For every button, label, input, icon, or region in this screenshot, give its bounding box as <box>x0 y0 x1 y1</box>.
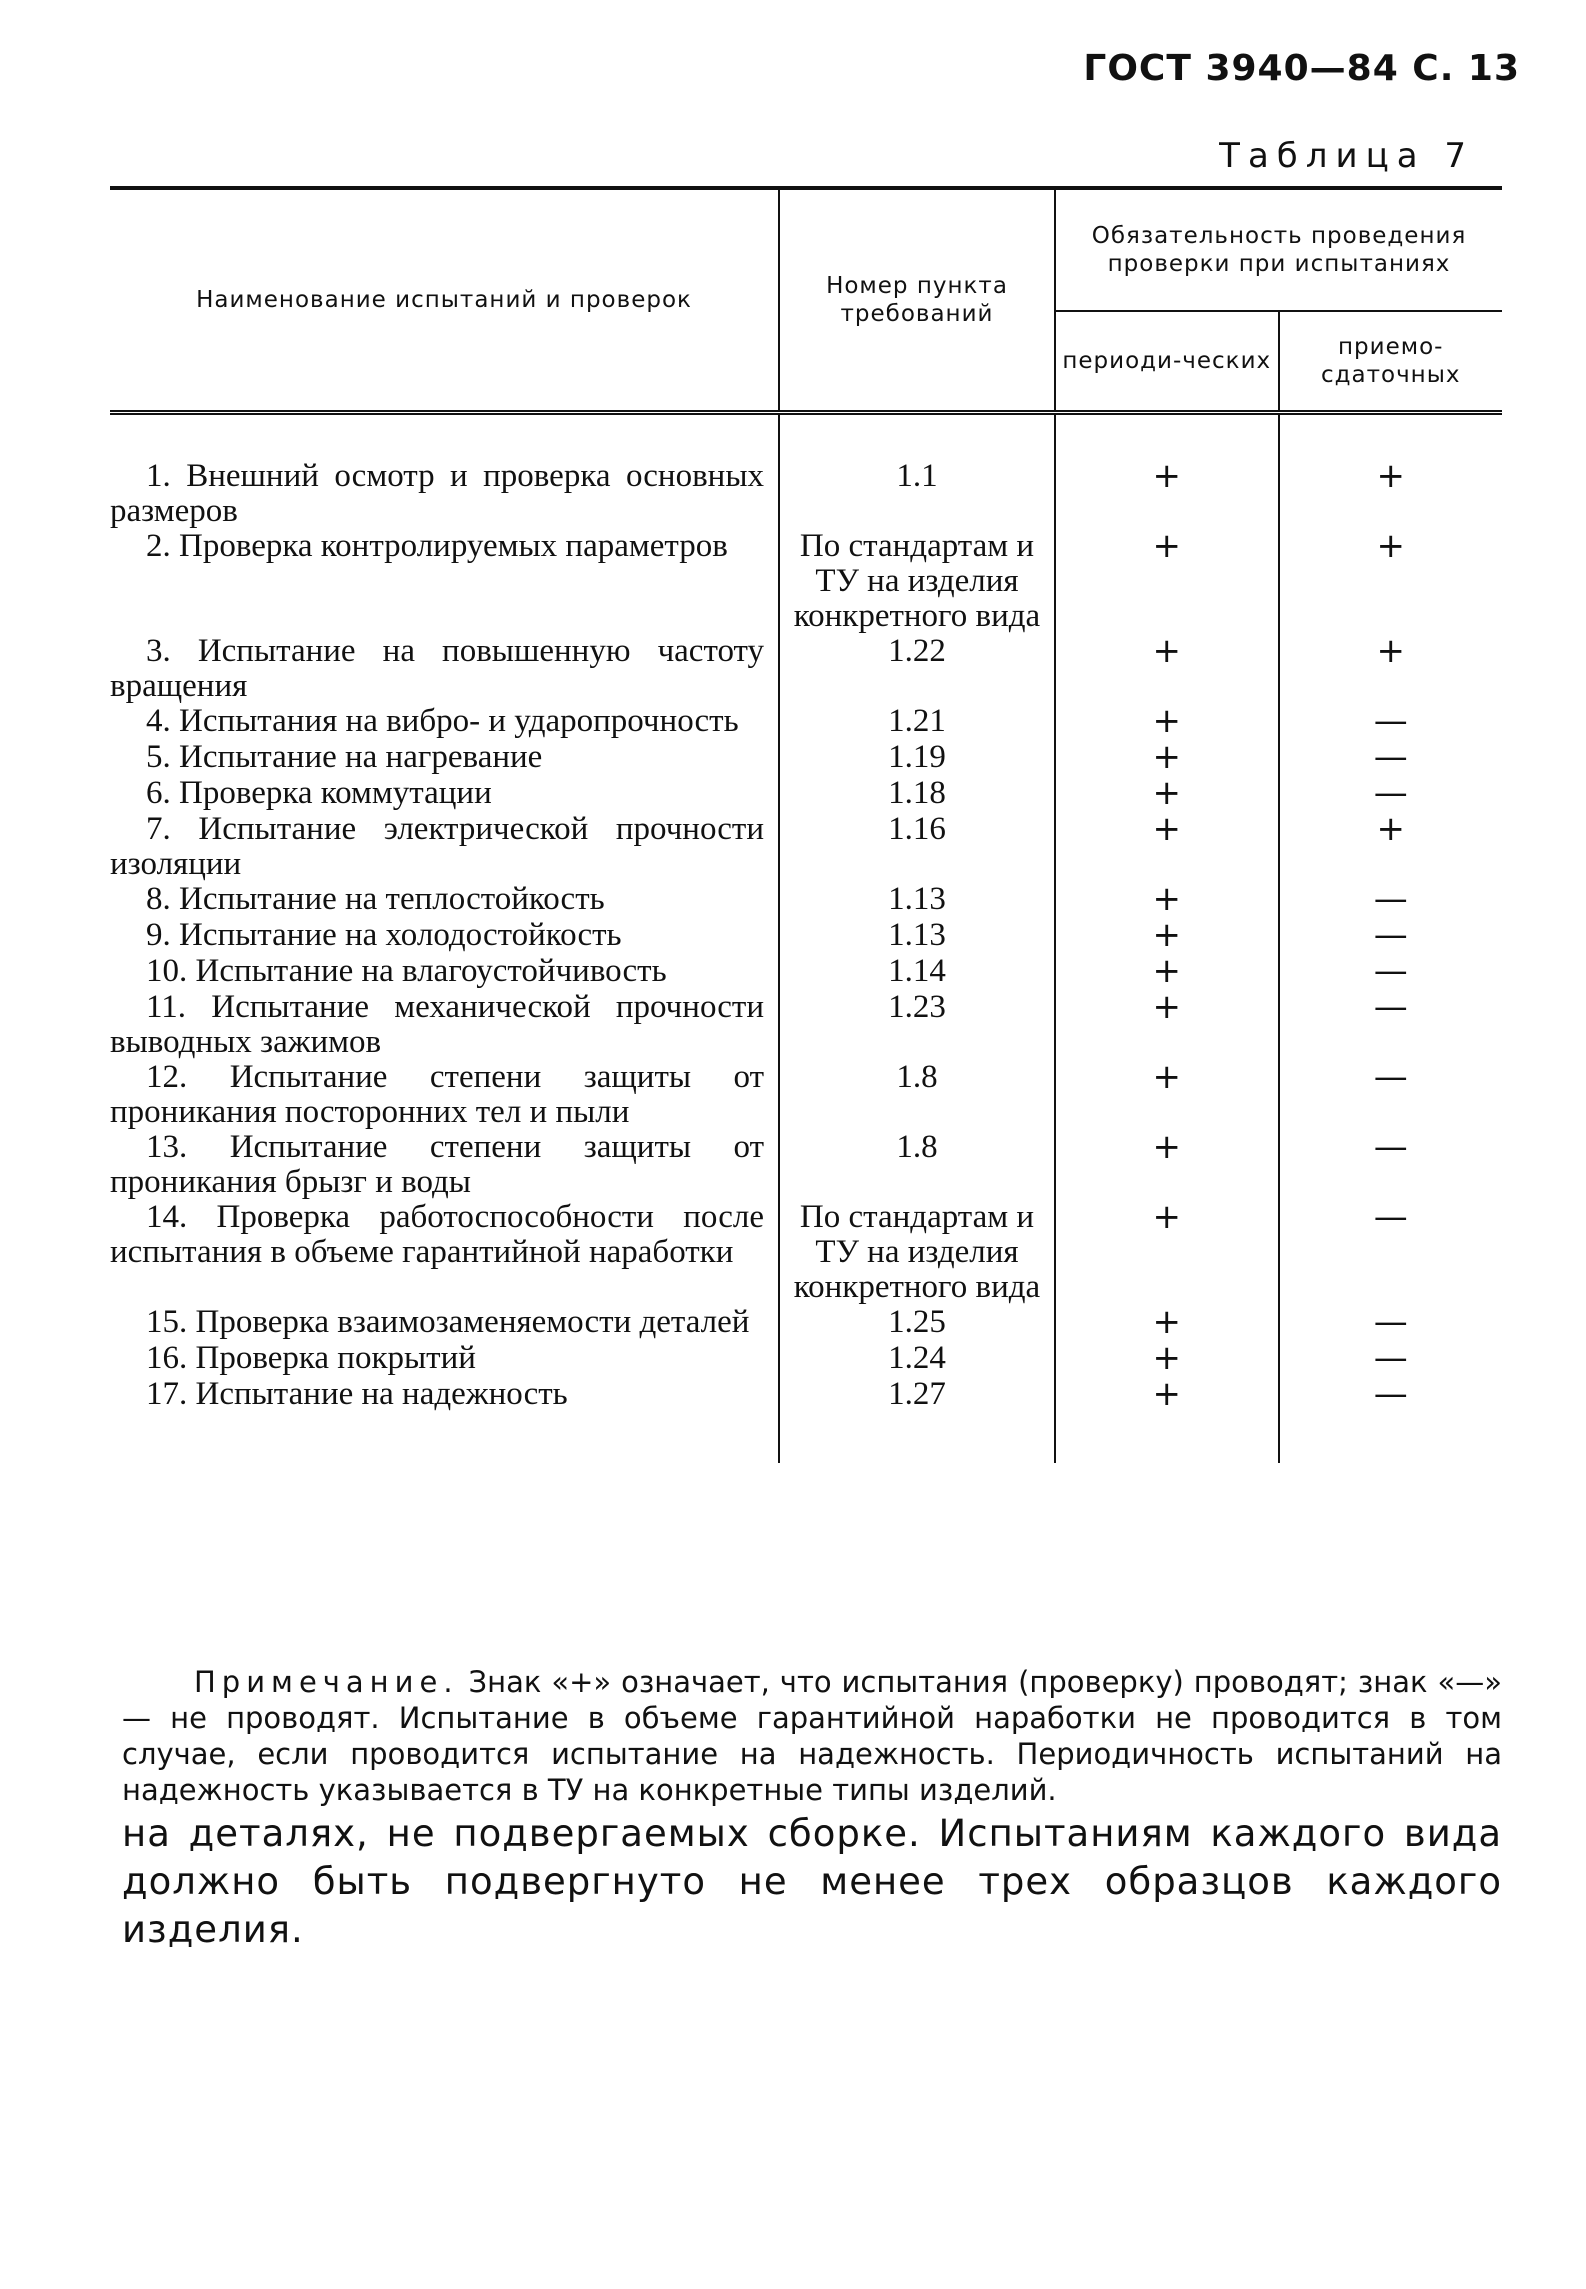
clause-cell <box>779 776 1055 812</box>
periodic-cell-text: + <box>1152 809 1181 849</box>
periodic-cell-text: + <box>1152 1057 1181 1097</box>
acceptance-cell-text: — <box>1373 1197 1408 1237</box>
periodic-cell <box>1055 773 1279 813</box>
acceptance-cell <box>1279 631 1503 704</box>
table-row <box>110 1200 1502 1305</box>
periodic-cell-text: + <box>1152 773 1181 813</box>
periodic-cell <box>1055 915 1279 955</box>
periodic-cell-text: + <box>1152 1302 1181 1342</box>
acceptance-cell <box>1279 737 1503 777</box>
table-row <box>110 776 1502 812</box>
test-name-cell-text: 9. Испытание на холодостойкость <box>146 917 622 953</box>
acceptance-cell-text: + <box>1376 456 1405 496</box>
clause-cell <box>779 1060 1055 1130</box>
test-name-cell <box>110 740 779 776</box>
periodic-cell-text: + <box>1152 987 1181 1027</box>
test-name-cell-text: 15. Проверка взаимозаменяемости деталей <box>146 1304 750 1340</box>
acceptance-cell <box>1279 879 1503 919</box>
periodic-cell <box>1055 1338 1279 1378</box>
acceptance-cell <box>1279 1197 1503 1305</box>
table-row <box>110 1060 1502 1130</box>
table-row <box>110 704 1502 740</box>
clause-cell-text: 1.22 <box>888 633 946 669</box>
table-row <box>110 882 1502 918</box>
acceptance-cell-text: — <box>1373 1302 1408 1342</box>
periodic-cell <box>1055 526 1279 634</box>
periodic-cell <box>1055 809 1279 882</box>
table-row <box>110 812 1502 882</box>
periodic-cell-text: + <box>1152 701 1181 741</box>
periodic-cell <box>1055 879 1279 919</box>
acceptance-cell <box>1279 951 1503 991</box>
test-name-cell <box>110 990 779 1060</box>
clause-cell <box>779 882 1055 918</box>
periodic-cell-text: + <box>1152 879 1181 919</box>
acceptance-cell-text: — <box>1373 701 1408 741</box>
table-row <box>110 1341 1502 1377</box>
periodic-cell-text: + <box>1152 631 1181 671</box>
page-header: ГОСТ 3940—84 С. 13 <box>1083 48 1520 89</box>
acceptance-cell-text: + <box>1376 526 1405 566</box>
acceptance-cell <box>1279 526 1503 634</box>
acceptance-cell <box>1279 1127 1503 1200</box>
acceptance-cell <box>1279 1338 1503 1378</box>
acceptance-cell-text: — <box>1373 987 1408 1027</box>
test-name-cell <box>110 1200 779 1305</box>
test-name-cell-text: 14. Проверка работоспособности после испытания в объеме гарантийной наработки <box>110 1199 764 1270</box>
test-name-cell <box>110 1060 779 1130</box>
test-name-cell-text: 1. Внешний осмотр и проверка основных размеров <box>110 458 764 529</box>
periodic-cell <box>1055 1127 1279 1200</box>
test-name-cell <box>110 1305 779 1341</box>
table-row <box>110 954 1502 990</box>
periodic-cell <box>1055 1057 1279 1130</box>
clause-cell-text: 1.19 <box>888 739 946 775</box>
clause-cell <box>779 529 1055 634</box>
periodic-cell-text: + <box>1152 526 1181 566</box>
periodic-cell-text: + <box>1152 951 1181 991</box>
acceptance-cell-text: + <box>1376 809 1405 849</box>
acceptance-cell <box>1279 915 1503 955</box>
acceptance-cell <box>1279 701 1503 741</box>
test-name-cell-text: 17. Испытание на надежность <box>146 1376 568 1412</box>
table-row <box>110 529 1502 634</box>
clause-cell-text: 1.13 <box>888 881 946 917</box>
periodic-cell-text: + <box>1152 456 1181 496</box>
note-text: Знак «+» означает, что испытания (проверку) проводят; знак «—» — не проводят. Испытание в объеме гарантийной наработки не проводится в том случае, если проводится испытание на надежность. Периодичность испытаний на надежность указывается в ТУ на конкретные типы изделий. <box>122 1665 1502 1807</box>
clause-cell <box>779 634 1055 704</box>
test-name-cell-text: 13. Испытание степени защиты от проникания брызг и воды <box>110 1129 764 1200</box>
acceptance-cell-text: — <box>1373 1374 1408 1414</box>
periodic-cell <box>1055 413 1279 530</box>
clause-cell <box>779 704 1055 740</box>
table-row <box>110 740 1502 776</box>
clause-cell <box>779 1341 1055 1377</box>
clause-cell-text: 1.8 <box>896 1129 938 1165</box>
acceptance-cell-text: — <box>1373 737 1408 777</box>
test-name-cell <box>110 812 779 882</box>
periodic-cell <box>1055 737 1279 777</box>
test-name-cell <box>110 704 779 740</box>
test-name-cell-text: 11. Испытание механической прочности выводных зажимов <box>110 989 764 1060</box>
clause-cell <box>779 990 1055 1060</box>
clause-cell-text: 1.25 <box>888 1304 946 1340</box>
table-row <box>110 1377 1502 1463</box>
table-row <box>110 1305 1502 1341</box>
clause-cell-text: По стандартам и ТУ на изделия конкретного вида <box>793 528 1041 634</box>
periodic-cell <box>1055 1302 1279 1342</box>
test-name-cell <box>110 954 779 990</box>
table-body <box>110 413 1502 1464</box>
periodic-cell-text: + <box>1152 915 1181 955</box>
test-name-cell-text: 4. Испытания на вибро- и ударопрочность <box>146 703 739 739</box>
col-group-header: Обязательность проведения проверки при испытаниях <box>1055 188 1502 311</box>
test-name-cell-text: 16. Проверка покрытий <box>146 1340 476 1376</box>
acceptance-cell <box>1279 1374 1503 1463</box>
clause-cell <box>779 1377 1055 1463</box>
acceptance-cell <box>1279 987 1503 1060</box>
table-row <box>110 990 1502 1060</box>
acceptance-cell <box>1279 773 1503 813</box>
clause-cell-text: 1.13 <box>888 917 946 953</box>
table-row <box>110 1130 1502 1200</box>
test-name-cell-text: 12. Испытание степени защиты от проникания посторонних тел и пыли <box>110 1059 764 1130</box>
test-name-cell <box>110 776 779 812</box>
test-name-cell <box>110 529 779 634</box>
table-caption: Таблица 7 <box>1219 136 1474 176</box>
clause-cell <box>779 1200 1055 1305</box>
acceptance-cell <box>1279 1302 1503 1342</box>
periodic-cell-text: + <box>1152 1127 1181 1167</box>
test-name-cell <box>110 1341 779 1377</box>
acceptance-cell <box>1279 413 1503 530</box>
tests-table <box>110 186 1502 1463</box>
clause-cell <box>779 918 1055 954</box>
table-row <box>110 918 1502 954</box>
acceptance-cell-text: — <box>1373 773 1408 813</box>
clause-cell-text: 1.23 <box>888 989 946 1025</box>
clause-cell <box>779 954 1055 990</box>
periodic-cell <box>1055 987 1279 1060</box>
acceptance-cell-text: — <box>1373 879 1408 919</box>
clause-cell-text: 1.27 <box>888 1376 946 1412</box>
acceptance-cell <box>1279 809 1503 882</box>
test-name-cell-text: 2. Проверка контролируемых параметров <box>146 528 728 564</box>
clause-cell-text: 1.16 <box>888 811 946 847</box>
table-row <box>110 413 1502 530</box>
test-name-cell <box>110 882 779 918</box>
periodic-cell <box>1055 951 1279 991</box>
acceptance-cell-text: — <box>1373 915 1408 955</box>
clause-cell-text: 1.8 <box>896 1059 938 1095</box>
col-clause-header: Номер пункта требований <box>779 188 1055 413</box>
test-name-cell-text: 3. Испытание на повышенную частоту вращения <box>110 633 764 704</box>
clause-cell <box>779 812 1055 882</box>
test-name-cell-text: 6. Проверка коммутации <box>146 775 492 811</box>
test-name-cell <box>110 413 779 530</box>
note-label: Примечание. <box>194 1665 459 1699</box>
clause-cell-text: По стандартам и ТУ на изделия конкретного вида <box>793 1199 1041 1305</box>
periodic-cell-text: + <box>1152 737 1181 777</box>
table-header <box>110 188 1502 413</box>
acceptance-cell-text: — <box>1373 1057 1408 1097</box>
acceptance-cell-text: — <box>1373 1338 1408 1378</box>
col-acceptance-header: приемо-сдаточных <box>1279 311 1503 413</box>
periodic-cell <box>1055 631 1279 704</box>
clause-cell-text: 1.21 <box>888 703 946 739</box>
acceptance-cell <box>1279 1057 1503 1130</box>
clause-cell <box>779 1305 1055 1341</box>
periodic-cell-text: + <box>1152 1338 1181 1378</box>
col-name-header: Наименование испытаний и проверок <box>110 188 779 413</box>
continuation-text: на деталях, не подвергаемых сборке. Испытаниям каждого вида должно быть подвергнуто не менее трех образцов каждого изделия. <box>122 1812 1502 1951</box>
test-name-cell-text: 7. Испытание электрической прочности изоляции <box>110 811 764 882</box>
acceptance-cell-text: — <box>1373 1127 1408 1167</box>
test-name-cell <box>110 1377 779 1463</box>
acceptance-cell-text: + <box>1376 631 1405 671</box>
periodic-cell-text: + <box>1152 1197 1181 1237</box>
clause-cell-text: 1.24 <box>888 1340 946 1376</box>
clause-cell-text: 1.18 <box>888 775 946 811</box>
test-name-cell <box>110 1130 779 1200</box>
col-periodic-header: периоди-ческих <box>1055 311 1279 413</box>
periodic-cell <box>1055 701 1279 741</box>
periodic-cell-text: + <box>1152 1374 1181 1414</box>
clause-cell <box>779 1130 1055 1200</box>
acceptance-cell-text: — <box>1373 951 1408 991</box>
test-name-cell-text: 8. Испытание на теплостойкость <box>146 881 605 917</box>
periodic-cell <box>1055 1374 1279 1463</box>
clause-cell <box>779 413 1055 530</box>
table-note <box>122 1664 1502 1808</box>
clause-cell <box>779 740 1055 776</box>
clause-cell-text: 1.1 <box>896 458 938 494</box>
periodic-cell <box>1055 1197 1279 1305</box>
test-name-cell <box>110 918 779 954</box>
table-row <box>110 634 1502 704</box>
clause-cell-text: 1.14 <box>888 953 946 989</box>
test-name-cell <box>110 634 779 704</box>
test-name-cell-text: 5. Испытание на нагревание <box>146 739 543 775</box>
test-name-cell-text: 10. Испытание на влагоустойчивость <box>146 953 667 989</box>
